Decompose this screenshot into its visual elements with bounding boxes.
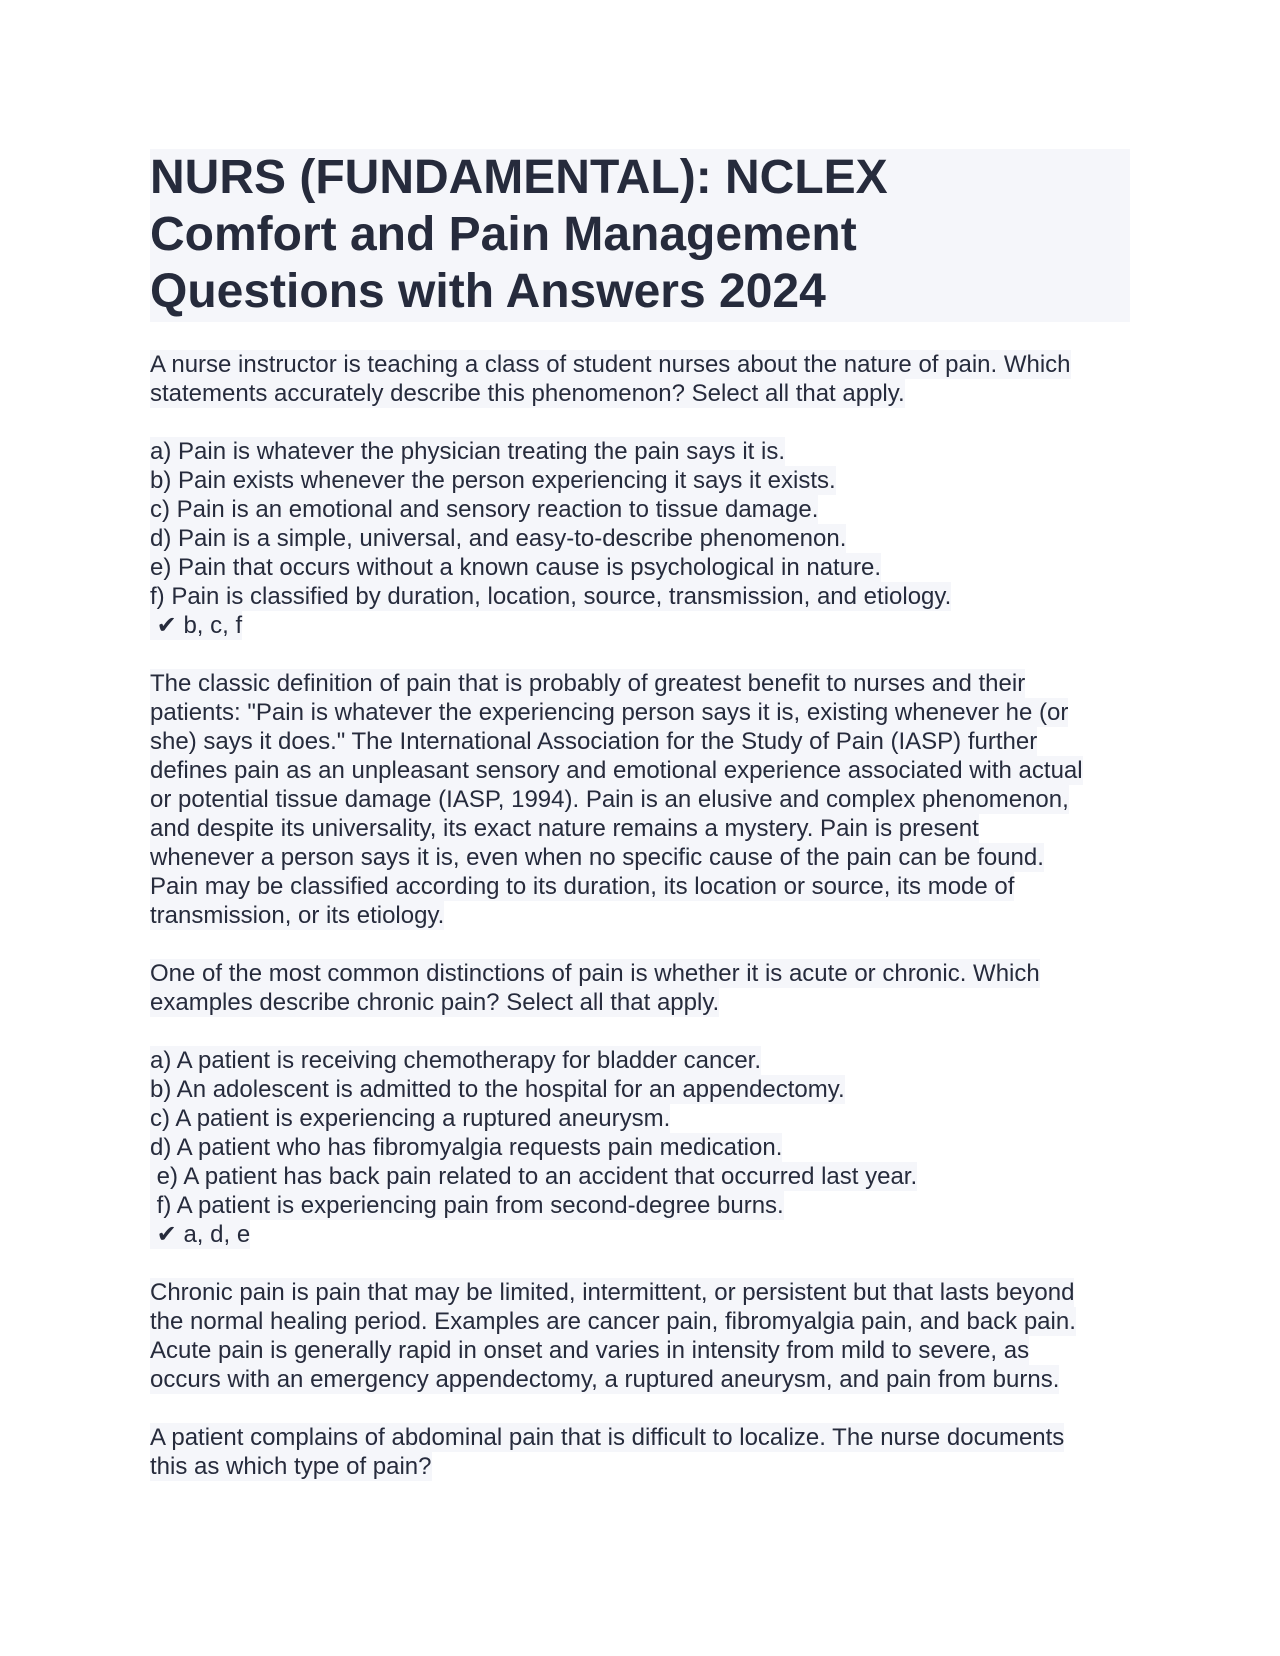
question-stem xyxy=(150,1423,1130,1481)
text-line: the normal healing period. Examples are cancer pain, fibromyalgia pain, and back pain. xyxy=(150,1308,1076,1335)
answer-option: f) Pain is classified by duration, location, source, transmission, and etiology. xyxy=(150,583,952,610)
title-line: Comfort and Pain Management xyxy=(150,208,857,261)
document-title xyxy=(150,149,1130,320)
text-line: One of the most common distinctions of pain is whether it is acute or chronic. Which xyxy=(150,960,1040,987)
text-line: defines pain as an unpleasant sensory and emotional experience associated with actual xyxy=(150,757,1083,784)
text-line: this as which type of pain? xyxy=(150,1453,432,1480)
answer-option: e) Pain that occurs without a known cause is psychological in nature. xyxy=(150,554,882,581)
text-line: patients: "Pain is whatever the experiencing person says it is, existing whenever he (or xyxy=(150,699,1069,726)
rationale xyxy=(150,669,1130,930)
correct-answer: ✔ a, d, e xyxy=(150,1221,251,1248)
text-line: or potential tissue damage (IASP, 1994). Pain is an elusive and complex phenomenon, xyxy=(150,786,1069,813)
text-line: Acute pain is generally rapid in onset and varies in intensity from mild to severe, as xyxy=(150,1337,1030,1364)
question-3 xyxy=(150,1423,1130,1481)
document-page xyxy=(150,149,1130,1481)
text-line: occurs with an emergency appendectomy, a ruptured aneurysm, and pain from burns. xyxy=(150,1366,1060,1393)
correct-answer: ✔ b, c, f xyxy=(150,612,243,639)
text-line: whenever a person says it is, even when no specific cause of the pain can be found. xyxy=(150,844,1044,871)
title-line: NURS (FUNDAMENTAL): NCLEX xyxy=(150,151,888,204)
question-stem xyxy=(150,959,1130,1017)
answer-options xyxy=(150,437,1130,640)
text-line: Pain may be classified according to its duration, its location or source, its mode of xyxy=(150,873,1015,900)
answer-option: d) A patient who has fibromyalgia requests pain medication. xyxy=(150,1134,783,1161)
rationale xyxy=(150,1278,1130,1394)
question-2 xyxy=(150,959,1130,1394)
question-1 xyxy=(150,350,1130,930)
answer-options xyxy=(150,1046,1130,1249)
answer-option: c) Pain is an emotional and sensory reaction to tissue damage. xyxy=(150,496,819,523)
text-line: she) says it does." The International Association for the Study of Pain (IASP) further xyxy=(150,728,1038,755)
answer-option: b) An adolescent is admitted to the hospital for an appendectomy. xyxy=(150,1076,845,1103)
text-line: examples describe chronic pain? Select all that apply. xyxy=(150,989,720,1016)
title-line: Questions with Answers 2024 xyxy=(150,265,826,318)
text-line: Chronic pain is pain that may be limited, intermittent, or persistent but that lasts beyond xyxy=(150,1279,1075,1306)
question-stem xyxy=(150,350,1130,408)
answer-option: b) Pain exists whenever the person experiencing it says it exists. xyxy=(150,467,836,494)
text-line: transmission, or its etiology. xyxy=(150,902,445,929)
answer-option: e) A patient has back pain related to an accident that occurred last year. xyxy=(150,1163,918,1190)
text-line: A patient complains of abdominal pain that is difficult to localize. The nurse documents xyxy=(150,1424,1065,1451)
document-body xyxy=(150,322,1130,1481)
text-line: and despite its universality, its exact nature remains a mystery. Pain is present xyxy=(150,815,979,842)
answer-option: f) A patient is experiencing pain from second-degree burns. xyxy=(150,1192,784,1219)
answer-option: d) Pain is a simple, universal, and easy-to-describe phenomenon. xyxy=(150,525,847,552)
answer-option: a) A patient is receiving chemotherapy for bladder cancer. xyxy=(150,1047,762,1074)
text-line: statements accurately describe this phenomenon? Select all that apply. xyxy=(150,380,905,407)
answer-option: a) Pain is whatever the physician treating the pain says it is. xyxy=(150,438,785,465)
text-line: A nurse instructor is teaching a class of student nurses about the nature of pain. Which xyxy=(150,351,1071,378)
document-title-block xyxy=(150,149,1130,322)
answer-option: c) A patient is experiencing a ruptured aneurysm. xyxy=(150,1105,671,1132)
text-line: The classic definition of pain that is probably of greatest benefit to nurses and their xyxy=(150,670,1026,697)
